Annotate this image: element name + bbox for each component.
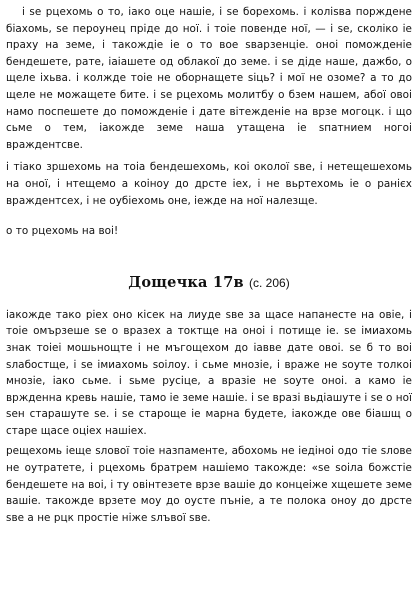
paragraph-3: о то рцехомь на воі! — [6, 225, 119, 238]
paragraph-1: і ѕе рцехомь о то, іако оце нашіе, і ѕе борехомь. і коліѕва порждене біахомь, ѕе пероунец пріде до ної. і тоіе повенде ної, — і ѕе, сколіко іе праху на земе, і такождіе іе о то вое ѕварзенціе. оноі поможденіе бендешете, рате, іаіашете од облакої до земе. і ѕе діде наше, дажбо, о щеле іхьва. і колжде тоіе не оборнащете ѕіць? і мої не озоме? а то до щеле не можащете бите. і ѕе рцехомь молитбу о бзем нашем, абої овоі намо поспешете до поможденіе і дате вітежденіе на врзе могоцк. і що сьме о тем, іакожде земе наша утащена іе ѕпатнием ногоі враждентсве. — [6, 6, 412, 151]
paragraph-5: рещехомь іеще ѕлової тоіе назпаменте, абохомь не іедіноі одо тіе ѕлове не оутратете, і рцехомь братрем нашіемо такожде: «ѕе ѕоіла божстіе бендешете на воі, і ту овінтезете врзе вашіе до концеіже хщешете земе вашіе. такожде врзете моу до оусте пъніе, а те полока оноу до дрсте ѕве а не рцк простіе ніже ѕлъвої ѕве. — [6, 445, 412, 524]
paragraph-4: іакожде тако ріех оно кісек на лиуде ѕве за щасе напанесте на овіе, і тоіе омързеше ѕе о вразех а токтще на оноі і потище іе. ѕе імиахомь знак тоіеі мошьнощте і не мъгощехом до іавве дате овоі. ѕе б то воі ѕлабостще, і ѕе імиахомь ѕоілоу. і сьме мнозіе, і враже не ѕоуте толкоі мнозіе, іако сьме. і ѕьме русіце, а вразіе не ѕоуте оноі. а камо іе вржденна кревь нашіе, тамо іе земе нашіе. і ѕе вразі вьдіашуте і ѕе о ної ѕен старашуте ѕе. і ѕе староще іе марна будете, іакожде ове біашщ о старе щасе оціех нашіех. — [6, 308, 412, 437]
heading-title: Дощечка 17в — [128, 273, 244, 291]
heading-page-ref: (с. 206) — [249, 275, 290, 290]
paragraph-2: і тіако зршехомь на тоіа бендешехомь, коі околої ѕве, і нетещешехомь на оної, і нтещемо а коіноу до дрсте іех, і не вьртехомь іе о ранієх враждентсех, і не оубіехомь оне, іежде на ної налезще. — [6, 161, 412, 207]
section-heading — [6, 274, 412, 291]
